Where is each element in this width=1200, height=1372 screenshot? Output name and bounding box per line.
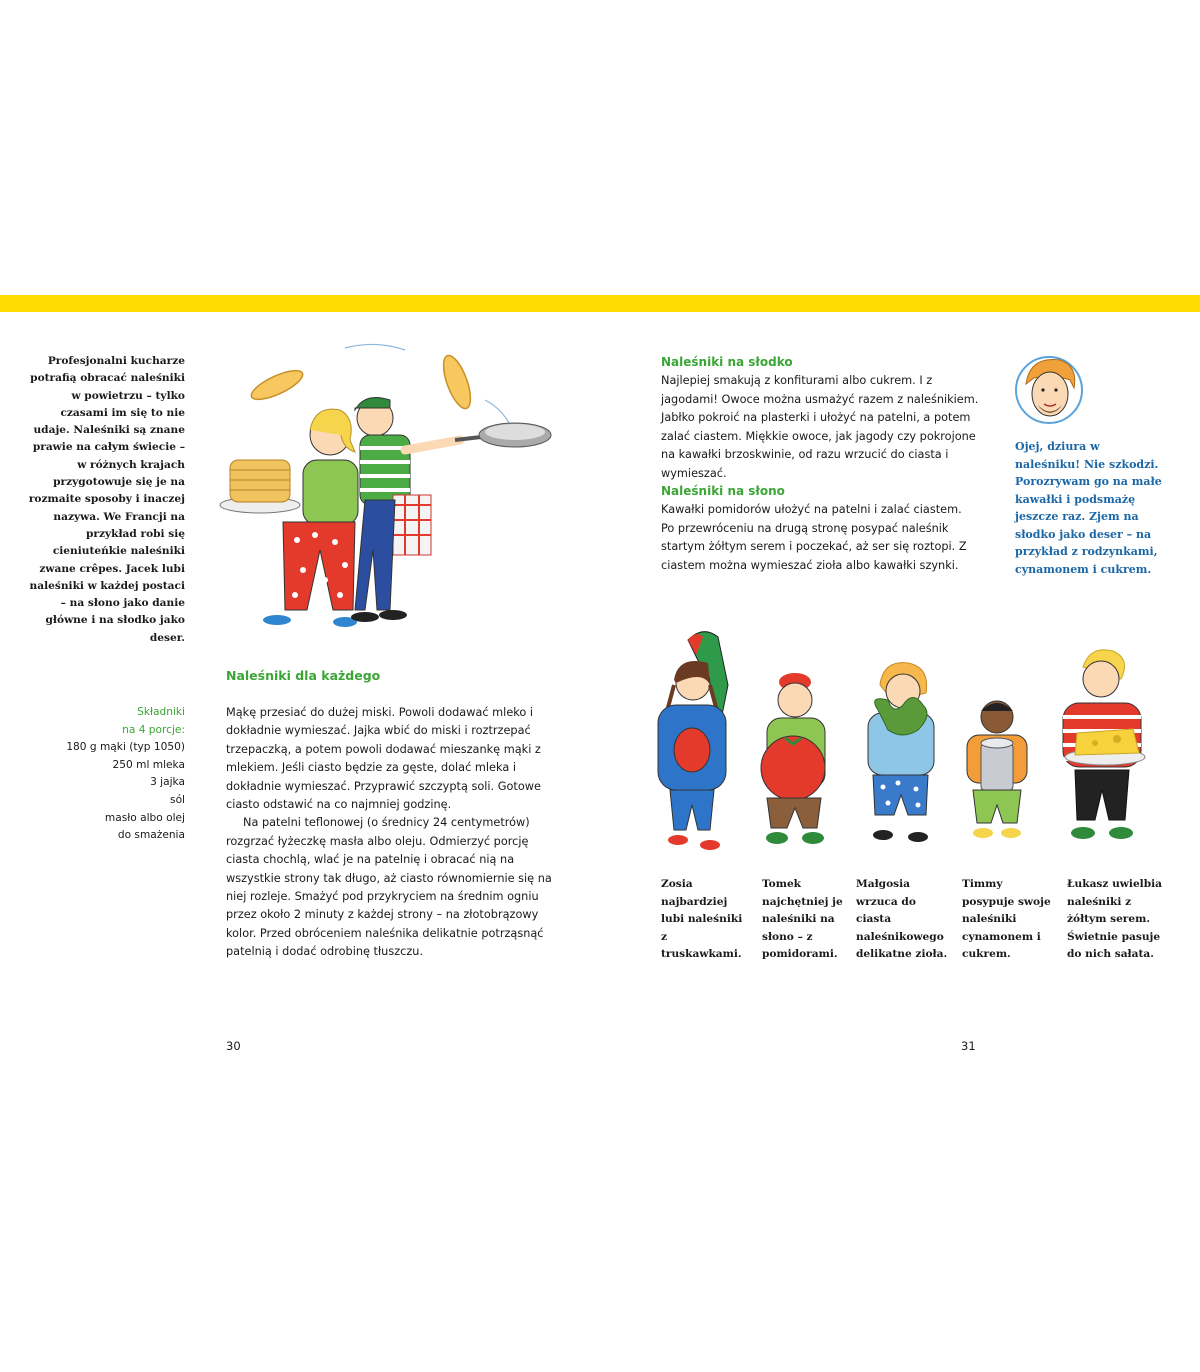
kid-caption-timmy: Timmy posypuje swoje naleśniki cynamonem i cukrem. [962,878,1051,961]
kid-caption-tomek: Tomek najchętniej je naleśniki na słono – z pomidorami. [762,878,843,961]
ingredient-item: masło albo olej [104,811,185,824]
kid-caption-lukasz: Łukasz uwielbia naleśniki z żółtym serem. Świetnie pasuje do nich sałata. [1067,878,1163,961]
ingredients-box [40,704,185,845]
cooks-illustration [215,340,560,635]
page-number-right: 31 [961,1039,976,1053]
savory-line-1: Kawałki pomidorów ułożyć na patelni i zalać ciastem. [661,503,962,516]
recipe-text [226,704,556,962]
lukasz-illustration [1055,645,1150,850]
savory-title: Naleśniki na słono [661,484,785,498]
recipe-paragraph-1: Mąkę przesiać do dużej miski. Powoli dodawać mleko i dokładnie wymieszać. Jajka wbić do miski i roztrzepać trzepaczką, a potem powoli dodawać mieszankę mąki z mlekiem. Jeśli ciasto będzie za gęste, dolać mleka i dokładnie wymieszać. Przyprawić szczyptą soli. Gotowe ciasto odstawić na co najmniej godzinę. [226,706,541,812]
recipe-paragraph-2: Na patelni teflonowej (o średnicy 24 centymetrów) rozgrzać łyżeczkę masła albo oleju. Odmierzyć porcję ciasta chochlą, wlać je na patelnię i obracać nią na wszystkie strony tak długo, aż ciasto równomiernie się na niej rozleje. Smażyć pod przykryciem na średnim ogniu przez około 2 minuty z każdej strony – na złotobrązowy kolor. Przed obróceniem naleśnika delikatnie potrząsnąć patelnią i dodać odrobinę tłuszczu. [226,816,552,959]
ingredient-item: 180 g mąki (typ 1050) [66,741,185,754]
jacek-quote: Ojej, dziura w naleśniku! Nie szkodzi. Porozrywam go na małe kawałki i podsmażę jeszcze raz. Zjem na słodko jako deser – na przykład z rodzynkami, cynamonem i cukrem. [1015,440,1162,576]
ingredient-item: 3 jajka [150,776,185,789]
tomek-illustration [755,668,845,853]
jacek-portrait [1012,350,1087,430]
ingredient-item: do smażenia [117,829,185,842]
timmy-illustration [955,695,1040,850]
savory-line-2: Po przewróceniu na drugą stronę posypać naleśnik startym żółtym serem i poczekać, aż ser się roztopi. Z ciastem można wymieszać zioła albo kawałki szynki. [661,521,967,572]
intro-text: Profesjonalni kucharze potrafią obracać naleśniki w powietrzu – tylko czasami im się to nie udaje. Naleśniki są znane prawie na całym świecie – w różnych krajach przygotowuje się je na rozmaite sposoby i inaczej nazywa. We Francji na przykład robi się cieniuteńkie naleśniki zwane crêpes. Jacek lubi naleśniki w każdej postaci – na słono jako danie główne i na słodko jako deser. [28,355,185,644]
sweet-text [661,372,991,483]
kid-caption-malgosia: Małgosia wrzuca do ciasta naleśnikowego delikatne zioła. [856,878,948,961]
ingredient-item: 250 ml mleka [112,758,185,771]
zosia-illustration [648,625,738,855]
savory-text [661,501,991,575]
malgosia-illustration [858,655,943,850]
ingredients-label: Składniki [137,706,185,718]
page-number-left: 30 [226,1039,241,1053]
ingredient-item: sól [170,793,185,806]
sweet-title: Naleśniki na słodko [661,355,793,369]
sweet-paragraph: Najlepiej smakują z konfiturami albo cukrem. I z jagodami! Owoce można usmażyć razem z naleśnikiem. Jabłko pokroić na plasterki i ułożyć na patelni, a potem zalać ciastem. Miękkie owoce, jak jagody czy pokrojone na kawałki brzoskwinie, od razu wrzucić do ciasta i wymieszać. [661,374,979,480]
kid-caption-zosia: Zosia najbardziej lubi naleśniki z truskawkami. [661,878,743,961]
recipe-title: Naleśniki dla każdego [226,668,381,683]
yellow-header-band [0,295,1200,312]
ingredients-portion: na 4 porcje: [122,723,185,736]
